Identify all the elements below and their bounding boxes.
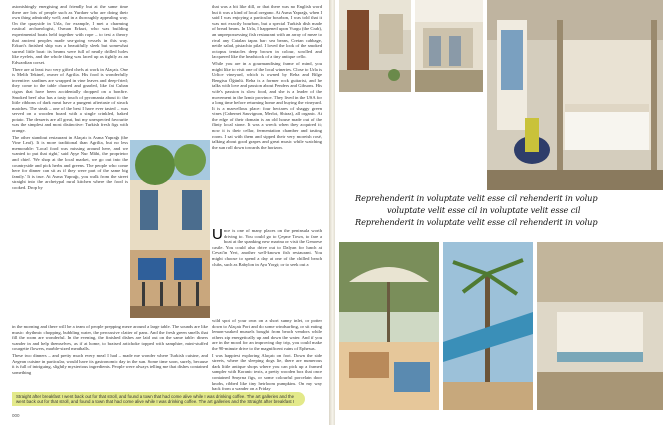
right-page	[335, 0, 666, 425]
article-column-middle-dropcap	[212, 228, 322, 316]
caption-banner	[12, 392, 305, 406]
spa-illustration	[537, 242, 663, 410]
paragraph: These two dinners – and pretty much every meal I had – made me wonder where Turkish cuisine, and Aegean cuisine in particular, would have its gastronomic day in the sun. Some time soon, surely, because it is full of intriguing, slightly mysterious ingredients. People were always telling me that dishes contained something	[12, 352, 208, 375]
paragraph: There are at least two very gifted chefs at work in Alaçatı. One is Melih Tekinel, owner of Agrilia. His food is wonderfully inventive: sardines are wrapped in vine leaves and deep-fried; they come to the table charred and gnarled, like fat Cuban cigars that have been accidentally dropped on a bonfire. Smoked beef also has a tasty touch of pyromania about it: the little ribbons of dark meat have a pungent aftertaste of struck matches. The steak – one of the best I have ever tasted – was served on a wooden board with a single crinkled, baked potato. The desserts are all great, but my unexpected favourite was the simplest and most distinctive: Turkish fresh figs with orange.	[12, 66, 128, 134]
bedroom-photo	[487, 0, 663, 190]
drop-cap: U	[212, 228, 223, 243]
spa-room-photo	[537, 242, 663, 410]
paragraph: astonishingly energising and friendly but at the same time there are lots of people such as Yurdaer who are doing their own thing admirably well; and in a thoroughly appealing way. On the quayside in Urla, for example, I met a charming rustical archaeologist, Osman Erkurt, who was building experimental boats held together with rope – to test a theory that ancient peoples made sea-going vessels in this way. Erkurt's finished ship was a beautifully sleek but somewhat surreal little boat: its beams were full of neatly drilled holes like eyelets, and the whole thing was laced up as tightly as an Edwardian corset.	[12, 4, 128, 65]
article-column-left-bottom	[12, 324, 208, 392]
palm-tree-photo	[443, 242, 533, 410]
beach-illustration	[339, 242, 439, 410]
pull-quote-line-2: voluptate velit esse cil in voluptate velit esse cil	[387, 205, 581, 215]
paragraph: The other standout restaurant in Alaçatı is Asma Yaprağı (the Vine Leaf). It is more traditional than Agrilia, but no less memorable: 'Local food was missing around here, and we wanted to put that right,' said Ayşe Nur Mâhi, the proprietor and chief. 'We shop at the local market, we go out into the countryside and pick herbs and greens. The people who come here for dinner can sit as if they were part of the same big family.' It is true. At Asma Yaprağı, you walk from the street straight into the archetypal rural kitchen where the food is cooked. Drop by	[12, 134, 128, 190]
paragraph: that was a bit like dill, or that there was no English word but it was a kind of local oregano. At Asma Yaprağı, when I said I was enjoying a particular bourbon, I was told that it was not exactly bourbon, but a special Turkish dish made of bread beans. In Urla, I happened upon Vurgu (the Crab), an unprepossessing fish restaurant with an array of meze to rival any Catalan tapas bar: sea beans, Cretan cabbage, nettle salad, pistachio pilaf. I loved the look of the smoked octopus tentacles deep brown in colour, scrolled and lacquered like the headstock of a tiny antique cello.	[212, 4, 322, 60]
courtyard-illustration	[415, 0, 483, 92]
stone-wall-door-photo	[339, 0, 411, 92]
courtyard-photo	[415, 0, 483, 92]
paragraph: nce is one of many places on the peninsula worth driving to. You could go to Çeşme Town, to fare a boat at the spanking new marina or visit the Genoese castle. You could also drive out to Dalyan for lunch at Cevat'in Yeri, another well-known fish restaurant. You might choose to spend a day at one of the chilled beach clubs, such as Babylon in Aya Yorgi; or to seek out a	[212, 228, 322, 267]
restaurant-terrace-photo	[130, 140, 210, 318]
paragraph: I was happiest exploring Alaçatı on foot. Down the side streets, where the sleeping dogs lie, there are numerous dark little antique shops where you can pick up a framed sampler with Koranic texts, a pretty wooden box that once contained Smyrna figs, or some colourful porcelain door knobs, ribbed like tiny heirloom pumpkins. On my way back from a wander on a Friday	[212, 352, 322, 392]
paragraph: While you are in a gourmandising frame of mind, you might like to visit one of the local wineries. Close to Urla is Urlice vineyard, which is owned by Reha and Bilge Bengisu Öğünlü. Reha is a former rock guitarist, and he talks with love and passion about Fenders and Gibsons. His wife's passion is slow food, and she is a leader of the movement in the Izmir province. They lived in the USA for a long time before returning home and buying the vineyard. It is a marvellous place: four hectares of shaggy green vines (Cabernet Sauvignon, Merlot, Shiraz), all organic. At the edge of their domain is an old house made out of the flinty local stone. It was a wreck when they acquired it; now it is their cellar, fermentation chamber and tasting room. I sat with them and sipped their very moreish rosé, talking about good grapes and great music while watching the sun roll down towards the horizon.	[212, 60, 322, 150]
pull-quote-line-1: Reprehenderit in voluptate velit esse cil rehenderit in volup	[355, 193, 598, 203]
article-column-left-top	[12, 4, 128, 340]
caption-text: Straight after breakfast I went back out for that stroll, and found a town that had come alive while I was drinking coffee. The art galleries and the went back out for that stroll, and found a town that had come alive while I was drinking coffee. The art galleries and the Straight after breakfast I	[16, 394, 295, 405]
beach-umbrella-photo	[339, 242, 439, 410]
bedroom-illustration	[487, 0, 663, 190]
restaurant-terrace-illustration	[130, 140, 210, 318]
left-page	[0, 0, 330, 425]
pull-quote-line-3: Reprehenderit in voluptate velit esse cil rehenderit in volup	[355, 217, 598, 227]
page-number: 000	[12, 413, 20, 418]
palm-illustration	[443, 242, 533, 410]
article-column-middle-bottom	[212, 318, 322, 392]
paragraph: in the morning and there will be a team of people prepping meze around a large table. The sounds are like music: rhythmic chopping, bubbling water, the percussive clatter of pans. And the fresh green smells that fill the room are wonderful. In the evening, the finished dishes are laid out on the same table: diners wander in and help themselves, as if at home, to braised artichoke topped with samphire, mint-stuffed courgette flowers, marble-sized meatballs.	[12, 324, 208, 352]
stone-wall-illustration	[339, 0, 411, 92]
paragraph: wild spot of your own on a short sunny inlet, or potter down to Alaçatı Port and do some windsurfing, or sit eating lemon-soaked mussels bought from beach vendors while others zip energetically up and down the water. And if you are in the mood for an improving day trip, you could make the 90-minute drive to the magnificent ruins of Ephesus.	[212, 318, 322, 351]
article-column-middle-top	[212, 4, 322, 242]
